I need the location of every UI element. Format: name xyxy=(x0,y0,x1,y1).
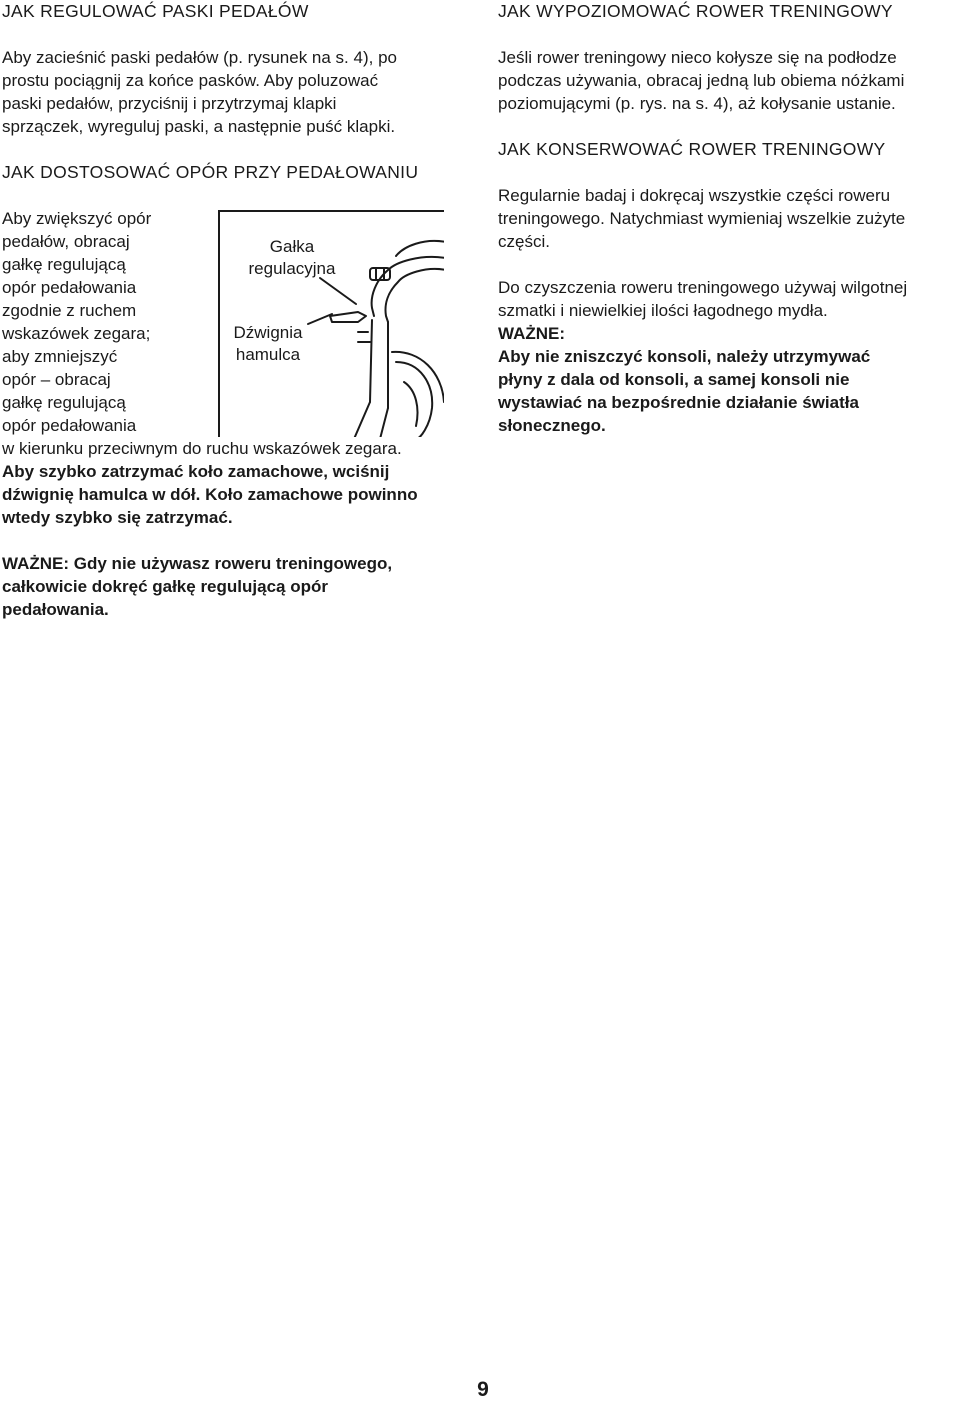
text-line xyxy=(498,299,960,345)
paragraph-pedal-resistance xyxy=(2,207,202,437)
text-line: pedałowania. xyxy=(2,600,109,619)
text-line: WAŻNE: Gdy nie używasz roweru treningowego, xyxy=(2,554,393,573)
heading-pedal-resistance: JAK DOSTOSOWAĆ OPÓR PRZY PEDAŁOWANIU xyxy=(2,162,419,182)
text-line: Regularnie badaj i dokręcaj wszystkie części roweru xyxy=(498,186,891,205)
text-line: Aby zwiększyć opór xyxy=(2,209,152,228)
heading-leveling: JAK WYPOZIOMOWAĆ ROWER TRENINGOWY xyxy=(498,1,893,21)
text-line: zgodnie z ruchem xyxy=(2,301,137,320)
text-line: Aby szybko zatrzymać koło zamachowe, wciśnij xyxy=(2,462,390,481)
paragraph-important-storage xyxy=(2,552,477,621)
text-line: Gałka xyxy=(269,237,315,256)
frame-mast xyxy=(370,320,388,408)
text-line: dźwignię hamulca w dół. Koło zamachowe powinno xyxy=(2,485,418,504)
text-line: sprzączek, wyreguluj paski, a następnie puść klapki. xyxy=(2,117,396,136)
text-line: Aby zacieśnić paski pedałów (p. rysunek na s. 4), po xyxy=(2,48,397,67)
knob-leader-line xyxy=(320,278,356,304)
text-line: paski pedałów, przyciśnij i przytrzymaj klapki xyxy=(2,94,337,113)
text-line: całkowicie dokręć gałkę regulującą opór xyxy=(2,577,328,596)
text-line: wystawiać na bezpośrednie działanie światła xyxy=(498,393,859,412)
bike-handlebar-figure xyxy=(218,210,444,437)
text-line: hamulca xyxy=(235,345,301,364)
text-line: gałkę regulującą xyxy=(2,393,126,412)
text-line: części. xyxy=(498,232,550,251)
text-line: gałkę regulującą xyxy=(2,255,126,274)
text-line: wskazówek zegara; xyxy=(2,324,151,343)
handlebar-inner xyxy=(386,269,445,322)
brake-callout-label xyxy=(220,322,316,366)
text-line: płyny z dala od konsoli, a samej konsoli nie xyxy=(498,370,850,389)
text-line: regulacyjna xyxy=(248,259,336,278)
heading-pedal-straps: JAK REGULOWAĆ PASKI PEDAŁÓW xyxy=(2,1,309,21)
important-lead: WAŻNE: xyxy=(498,324,566,343)
text-line: opór pedałowania xyxy=(2,278,137,297)
page-number: 9 xyxy=(477,1378,489,1401)
paragraph-maintenance-inspect xyxy=(498,184,960,253)
paragraph-maintenance-cleaning xyxy=(498,276,960,437)
text-line: opór pedałowania xyxy=(2,416,137,435)
text-line: treningowego. Natychmiast wymieniaj wszelkie zużyte xyxy=(498,209,906,228)
text-fragment: szmatki i niewielkiej ilości łagodnego mydła. xyxy=(498,301,828,320)
text-line: prostu pociągnij za końce pasków. Aby poluzować xyxy=(2,71,379,90)
text-line: Dźwignia xyxy=(233,323,303,342)
knob-callout-label xyxy=(230,236,354,280)
brake-lever-shape xyxy=(330,312,366,322)
flywheel-arc xyxy=(396,362,432,437)
text-line: aby zmniejszyć xyxy=(2,347,118,366)
paragraph-leveling xyxy=(498,46,960,115)
text-line: Jeśli rower treningowy nieco kołysze się na podłodze xyxy=(498,48,897,67)
text-line: pedałów, obracaj xyxy=(2,232,130,251)
text-line: Aby nie zniszczyć konsoli, należy utrzymywać xyxy=(498,347,871,366)
paragraph-brake xyxy=(2,460,477,529)
paragraph-resistance-continued: w kierunku przeciwnym do ruchu wskazówek zegara. xyxy=(2,439,402,458)
text-line: podczas używania, obracaj jedną lub obiema nóżkami xyxy=(498,71,905,90)
text-line: poziomującymi (p. rys. na s. 4), aż kołysanie ustanie. xyxy=(498,94,896,113)
heading-maintenance: JAK KONSERWOWAĆ ROWER TRENINGOWY xyxy=(498,139,886,159)
paragraph-pedal-straps xyxy=(2,46,472,138)
text-line: wtedy szybko się zatrzymać. xyxy=(2,508,233,527)
handlebar-outer xyxy=(372,257,444,316)
text-line: Do czyszczenia roweru treningowego używaj wilgotnej xyxy=(498,278,908,297)
text-line: opór – obracaj xyxy=(2,370,111,389)
text-line: słonecznego. xyxy=(498,416,606,435)
